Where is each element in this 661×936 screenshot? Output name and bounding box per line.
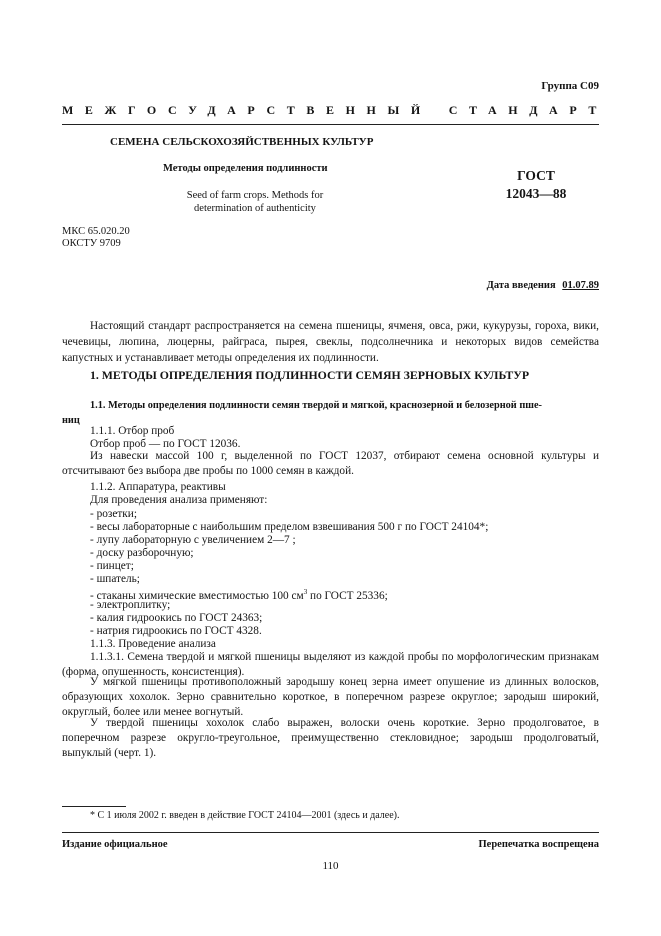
footnote-rule xyxy=(62,806,126,807)
banner-left: МЕЖГОСУДАРСТВЕННЫЙ xyxy=(62,103,432,117)
document-subtitle: Методы определения подлинности xyxy=(163,163,328,174)
clause-1-1-1: 1.1.1. Отбор проб xyxy=(90,425,175,437)
list-item: - шпатель; xyxy=(90,573,140,585)
okstu-code: ОКСТУ 9709 xyxy=(62,238,121,249)
sampling-reference: Отбор проб — по ГОСТ 12036. xyxy=(90,438,241,450)
english-title-line2: determination of authenticity xyxy=(194,203,316,214)
footer-reprint-notice: Перепечатка воспрещена xyxy=(478,839,599,850)
english-title xyxy=(120,189,390,215)
list-item: - доску разборочную; xyxy=(90,547,194,559)
analysis-paragraph-2: У мягкой пшеницы противоположный зародышу конец зерна имеет опушение из длинных волосков, образующих хохолок. Зерно сравнительно короткое, в поперечном разрезе округлое; зародыш широкий, округлый, более или менее вогнутый. xyxy=(62,676,599,718)
banner-right: СТАНДАРТ xyxy=(448,103,608,117)
beaker-text: - стаканы химические вместимостью 100 см xyxy=(90,589,304,602)
list-item: - весы лабораторные с наибольшим пределом взвешивания 500 г по ГОСТ 24104*; xyxy=(90,521,489,533)
gost-label: ГОСТ xyxy=(517,168,555,183)
analysis-paragraph-3: У твердой пшеницы хохолок слабо выражен, волоски очень короткие. Зерно продолговатое, в поперечном разрезе округло-треугольное, преимущественно стекловидное; зародыш продолговатый, выпуклый (черт. 1). xyxy=(62,717,599,759)
intro-paragraph: Настоящий стандарт распространяется на семена пшеницы, ячменя, овса, ржи, кукурузы, гороха, вики, чечевицы, люпина, люцерны, райграса, пырея, свеклы, подсолнечника и некоторых видов семейства капустных и устанавливает методы определения их подлинности. xyxy=(62,320,599,364)
beaker-superscript: 3 xyxy=(303,588,308,596)
banner-rule xyxy=(62,124,599,125)
footer-edition: Издание официальное xyxy=(62,839,168,850)
list-item: - электроплитку; xyxy=(90,599,171,611)
effective-date-label: Дата введения xyxy=(486,280,556,291)
analysis-paragraph-1: 1.1.3.1. Семена твердой и мягкой пшеницы выделяют из каждой пробы по морфологическим признакам (форма, опушенность, консистенция). xyxy=(62,651,599,678)
clause-1-1-2: 1.1.2. Аппаратура, реактивы xyxy=(90,481,226,493)
group-code: Группа С09 xyxy=(541,80,599,92)
gost-number xyxy=(488,167,584,203)
section-1-1-heading-line2: ниц xyxy=(62,415,80,426)
list-item: - калия гидроокись по ГОСТ 24363; xyxy=(90,612,263,624)
footnote: * С 1 июля 2002 г. введен в действие ГОСТ 24104—2001 (здесь и далее). xyxy=(90,810,400,821)
english-title-line1: Seed of farm crops. Methods for xyxy=(186,190,324,201)
clause-1-1-3: 1.1.3. Проведение анализа xyxy=(90,638,216,650)
equipment-intro: Для проведения анализа применяют: xyxy=(90,494,268,506)
list-item: - пинцет; xyxy=(90,560,134,572)
page-number: 110 xyxy=(322,860,339,872)
effective-date xyxy=(487,280,599,291)
list-item: - розетки; xyxy=(90,508,137,520)
list-item: - лупу лабораторную с увеличением 2—7 ; xyxy=(90,534,296,546)
section-1-heading: 1. МЕТОДЫ ОПРЕДЕЛЕНИЯ ПОДЛИННОСТИ СЕМЯН ЗЕРНОВЫХ КУЛЬТУР xyxy=(90,368,530,382)
section-1-1-heading-line1: 1.1. Методы определения подлинности семян твердой и мягкой, краснозерной и белозерной пше- xyxy=(90,400,542,411)
document-title: СЕМЕНА СЕЛЬСКОХОЗЯЙСТВЕННЫХ КУЛЬТУР xyxy=(110,136,374,148)
footer-rule xyxy=(62,832,599,833)
effective-date-value: 01.07.89 xyxy=(562,280,599,291)
sample-paragraph: Из навески массой 100 г, выделенной по ГОСТ 12037, отбирают семена основной культуры и отсчитывают без выбора две пробы по 1000 семян в каждой. xyxy=(62,450,599,477)
gost-code: 12043—88 xyxy=(505,186,567,201)
list-item: - натрия гидроокись по ГОСТ 4328. xyxy=(90,625,262,637)
classification-codes xyxy=(62,226,130,250)
beaker-tail: по ГОСТ 25336; xyxy=(307,589,388,602)
mks-code: МКС 65.020.20 xyxy=(62,226,130,237)
